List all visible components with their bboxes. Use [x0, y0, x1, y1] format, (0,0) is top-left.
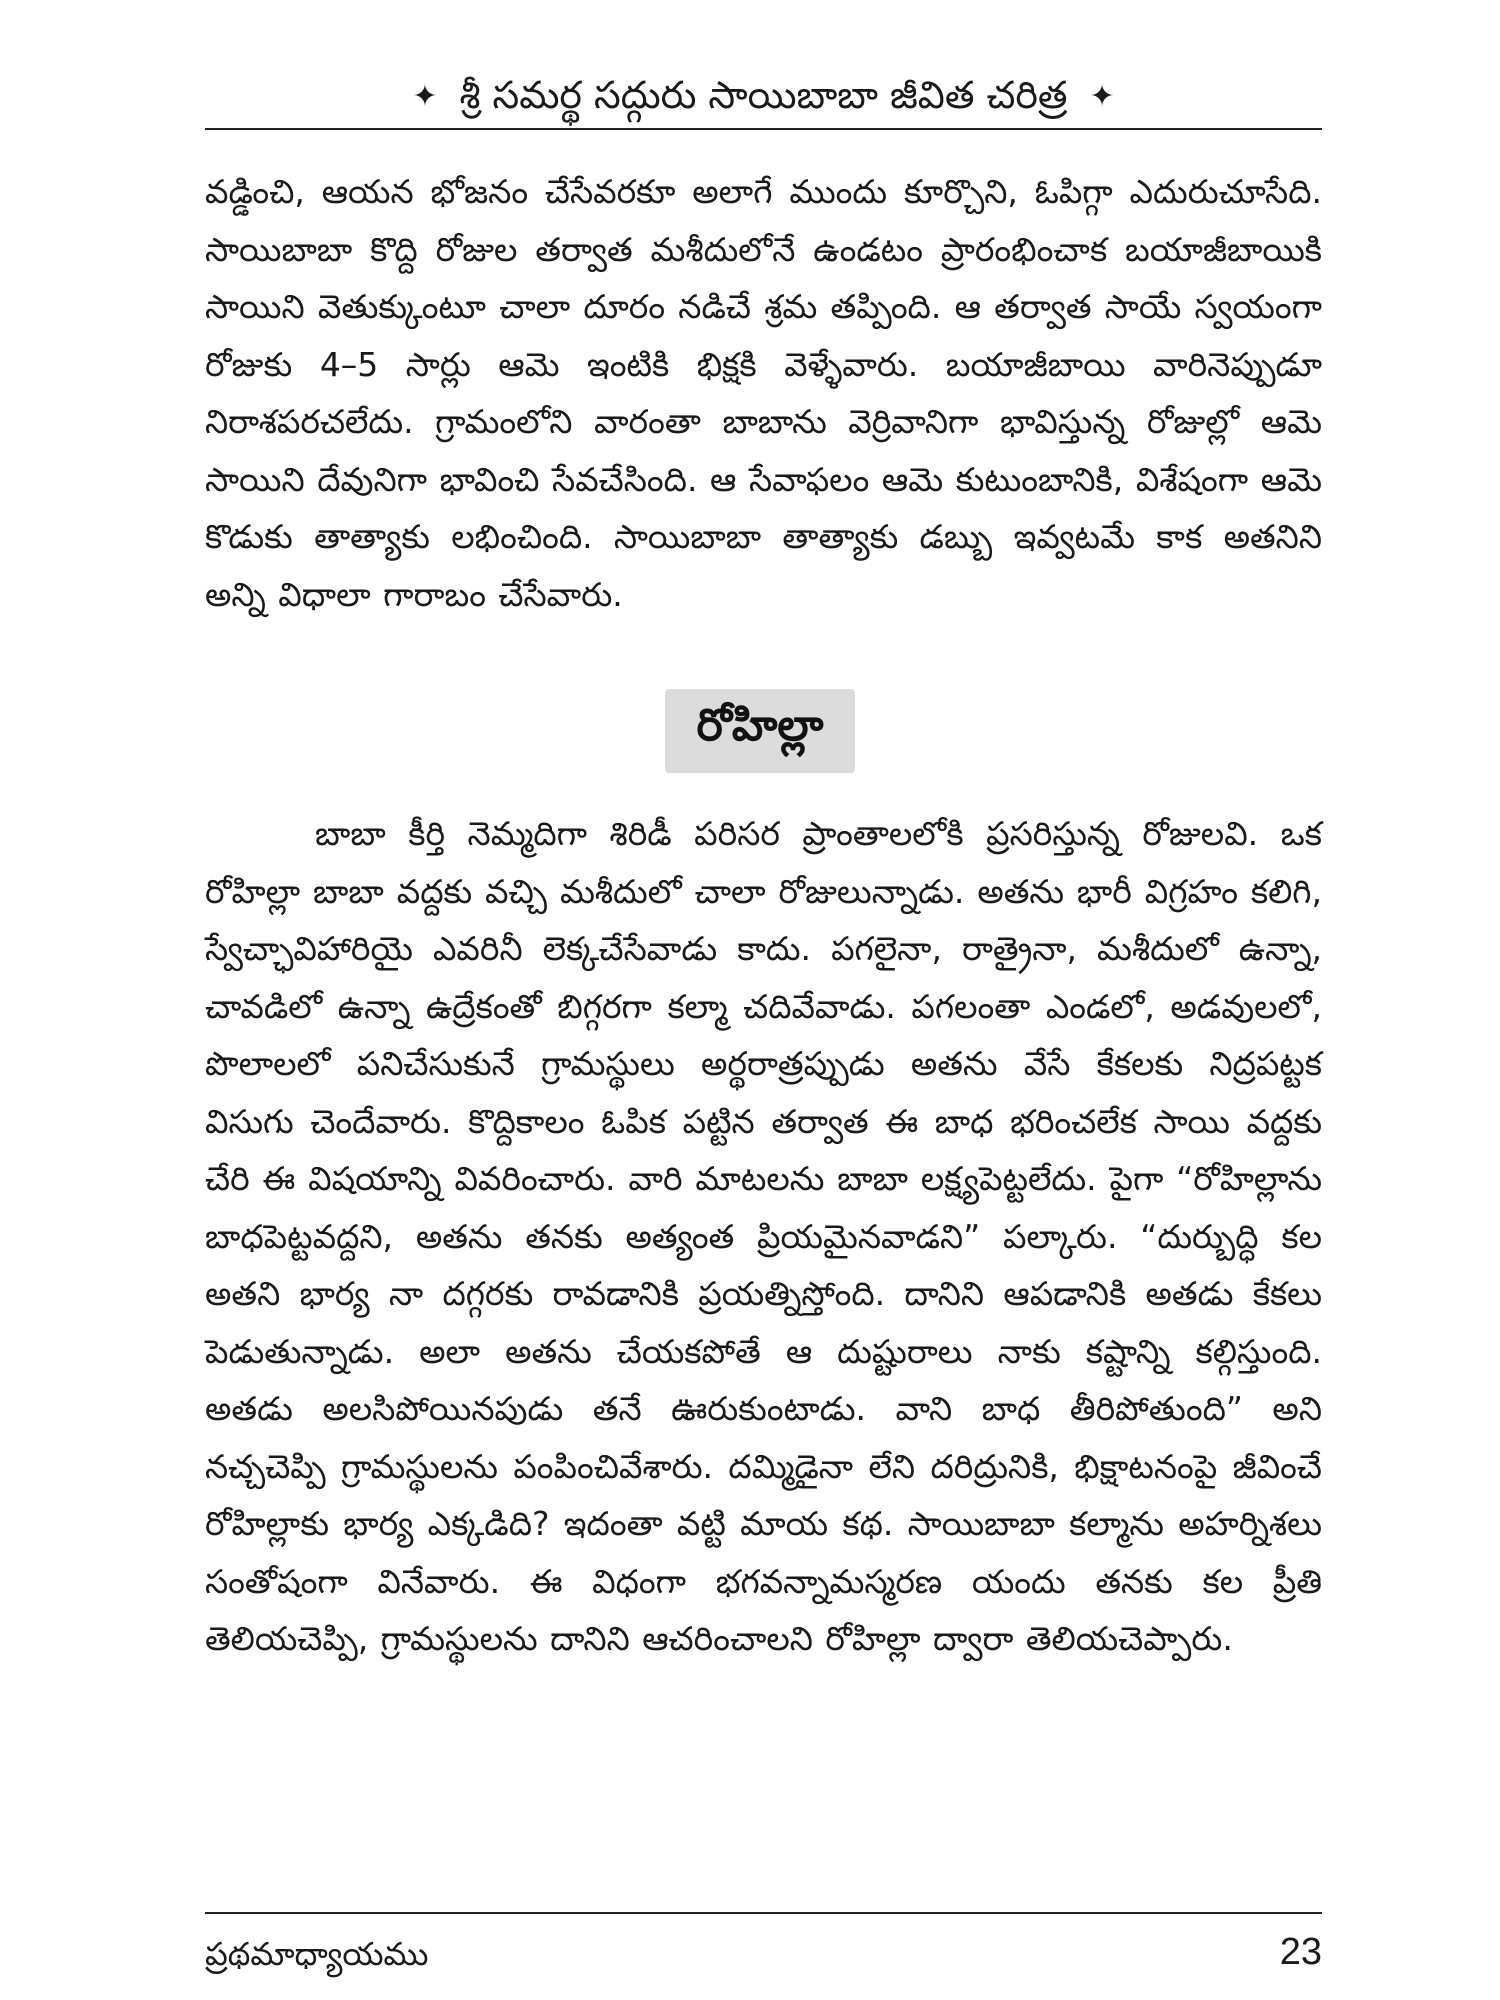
footer-divider: [205, 1912, 1322, 1914]
chapter-name: ప్రథమాధ్యాయము: [205, 1935, 429, 1973]
paragraph-2: బాబా కీర్తి నెమ్మదిగా శిరిడీ పరిసర ప్రాంతాలలోకి ప్రసరిస్తున్న రోజులవి. ఒక రోహిల్లా బాబా వద్దకు వచ్చి మశీదులో చాలా రోజులున్నాడు. అతను భారీ విగ్రహం కలిగి, స్వేచ్ఛావిహారియై ఎవరినీ లెక్కచేసేవాడు కాదు. పగలైనా, రాత్రైనా, మశీదులో ఉన్నా, చావడిలో ఉన్నా ఉద్రేకంతో బిగ్గరగా కల్మా చదివేవాడు. పగలంతా ఎండలో, అడవులలో, పొలాలలో పనిచేసుకునే గ్రామస్థులు అర్థరాత్రప్పుడు అతను వేసే కేకలకు నిద్రపట్టక విసుగు చెందేవారు. కొద్దికాలం ఓపిక పట్టిన తర్వాత ఈ బాధ భరించలేక సాయి వద్దకు చేరి ఈ విషయాన్ని వివరించారు. వారి మాటలను బాబా లక్ష్యపెట్టలేదు. పైగా “రోహిల్లాను బాధపెట్టవద్దని, అతను తనకు అత్యంత ప్రియమైనవాడని” పల్కారు. “దుర్బుద్ధి కల అతని భార్య నా దగ్గరకు రావడానికి ప్రయత్నిస్తోంది. దానిని ఆపడానికి అతడు కేకలు పెడుతున్నాడు. అలా అతను చేయకపోతే ఆ దుష్టురాలు నాకు కష్టాన్ని కల్గిస్తుంది. అతడు అలసిపోయినపుడు తనే ఊరుకుంటాడు. వాని బాధ తీరిపోతుంది” అని నచ్చచెప్పి గ్రామస్థులను పంపించివేశారు. దమ్మిడైనా లేని దరిద్రునికి, భిక్షాటనంపై జీవించే రోహిల్లాకు భార్య ఎక్కడిది? ఇదంతా వట్టి మాయ కథ. సాయిబాబా కల్మాను అహర్నిశలు సంతోషంగా వినేవారు. ఈ విధంగా భగవన్నామస్మరణ యందు తనకు కల ప్రీతి తెలియచెప్పి, గ్రామస్థులను దానిని ఆచరించాలని రోహిల్లా ద్వారా తెలియచెప్పారు.: [205, 814, 1322, 1658]
running-header: [205, 62, 1322, 128]
star-ornament-icon: ✦: [1089, 79, 1115, 114]
book-title: శ్రీ సమర్థ సద్గురు సాయిబాబా జీవిత చరిత్ర: [459, 73, 1068, 117]
header-divider: [205, 128, 1322, 130]
page-number: 23: [1279, 1931, 1322, 1973]
paragraph-1: వడ్డించి, ఆయన భోజనం చేసేవరకూ అలాగే ముందు కూర్చొని, ఓపిగ్గా ఎదురుచూసేది. సాయిబాబా కొద్ది రోజుల తర్వాత మశీదులోనే ఉండటం ప్రారంభించాక బయాజీబాయికి సాయిని వెతుక్కుంటూ చాలా దూరం నడిచే శ్రమ తప్పింది. ఆ తర్వాత సాయే స్వయంగా రోజుకు 4–5 సార్లు ఆమె ఇంటికి భిక్షకి వెళ్ళేవారు. బయాజీబాయి వారినెప్పుడూ నిరాశపరచలేదు. గ్రామంలోని వారంతా బాబాను వెర్రివానిగా భావిస్తున్న రోజుల్లో ఆమె సాయిని దేవునిగా భావించి సేవచేసింది. ఆ సేవాఫలం ఆమె కుటుంబానికి, విశేషంగా ఆమె కొడుకు తాత్యాకు లభించింది. సాయిబాబా తాత్యాకు డబ్బు ఇవ్వటమే కాక అతనిని అన్ని విధాలా గారాబం చేసేవారు.: [205, 172, 1322, 614]
section-heading-box: [665, 689, 855, 773]
star-ornament-icon: ✦: [412, 79, 438, 114]
section-heading: రోహిల్లా: [696, 700, 824, 751]
